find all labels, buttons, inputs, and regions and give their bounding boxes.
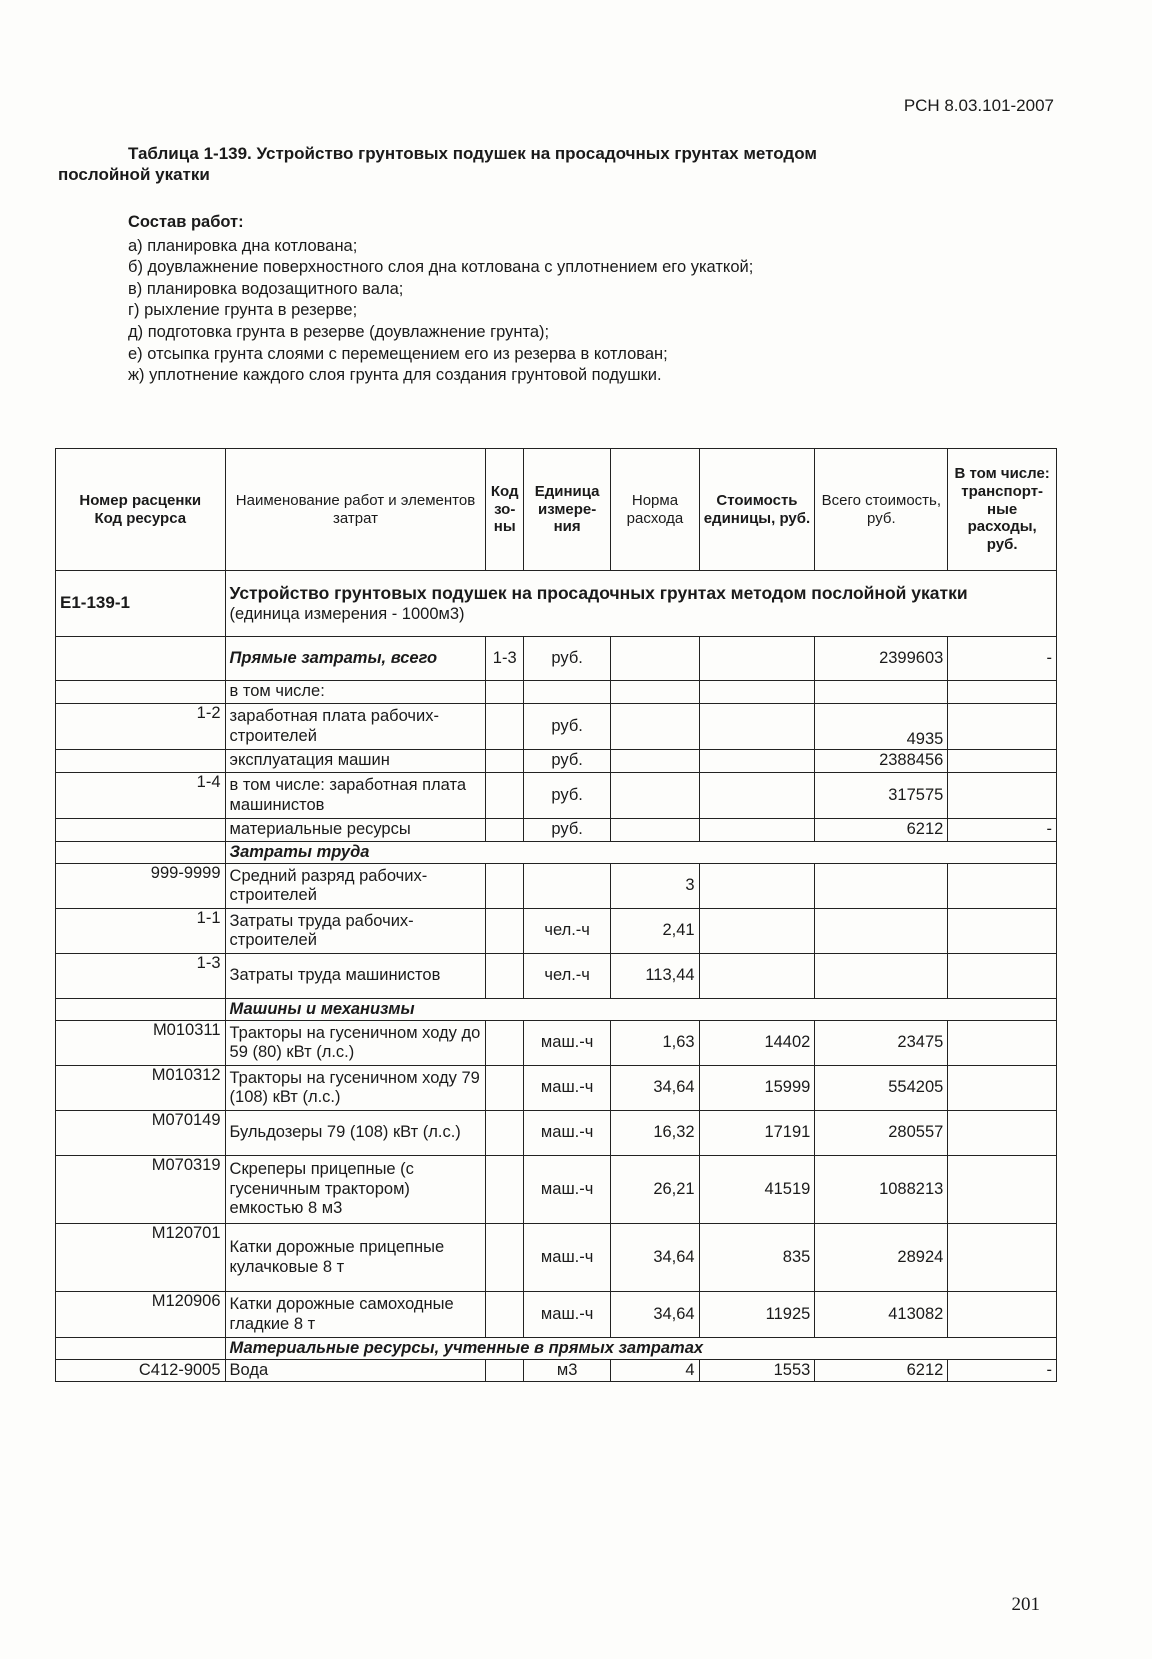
estimate-unit-note: (единица измерения - 1000м3): [229, 604, 465, 623]
incl-label: в том числе:: [225, 681, 486, 704]
transport-cell: -: [948, 1360, 1057, 1382]
total-cell: 2388456: [815, 750, 948, 773]
work-composition-header: Состав работ:: [128, 213, 244, 231]
header-unit: Единица измере-ния: [524, 449, 611, 571]
header-code-line2: Код ресурса: [94, 509, 187, 527]
zone-cell: [486, 681, 524, 704]
section-row-materials: [56, 1338, 1057, 1360]
transport-cell: [948, 954, 1057, 999]
total-cell: [815, 864, 948, 909]
unit-cell: м3: [524, 1360, 611, 1382]
price-cell: [699, 704, 815, 750]
code-cell: 999-9999: [56, 864, 226, 909]
total-cell: [815, 681, 948, 704]
table-row: [56, 954, 1057, 999]
name-cell: Катки дорожные самоходные гладкие 8 т: [225, 1292, 486, 1338]
transport-cell: [948, 1021, 1057, 1066]
unit-cell: руб.: [524, 750, 611, 773]
transport-cell: [948, 681, 1057, 704]
table-row: [56, 819, 1057, 842]
table-row: [56, 1360, 1057, 1382]
work-item: д) подготовка грунта в резерве (доувлажнение грунта);: [128, 322, 550, 341]
table-row: [56, 1292, 1057, 1338]
total-cell: 4935: [815, 704, 948, 750]
zone-cell: [486, 1292, 524, 1338]
name-cell: Затраты труда машинистов: [225, 954, 486, 999]
transport-cell: [948, 1066, 1057, 1111]
work-item: ж) уплотнение каждого слоя грунта для создания грунтовой подушки.: [128, 366, 662, 385]
price-cell: [699, 750, 815, 773]
table-row: [56, 704, 1057, 750]
total-cell: [815, 909, 948, 954]
transport-cell: [948, 704, 1057, 750]
unit-cell: маш.-ч: [524, 1156, 611, 1224]
unit-cell: маш.-ч: [524, 1292, 611, 1338]
table-title-line2: послойной укатки: [58, 165, 210, 185]
cost-table: [55, 448, 1057, 1382]
code-cell: [56, 842, 226, 864]
transport-cell: [948, 909, 1057, 954]
header-code: [56, 449, 226, 571]
table-title-line1: Таблица 1-139. Устройство грунтовых подушек на просадочных грунтах методом: [128, 144, 817, 163]
norm-cell: [611, 637, 699, 681]
total-cell: [815, 954, 948, 999]
norm-cell: [611, 704, 699, 750]
unit-cell: руб.: [524, 773, 611, 819]
work-item: г) рыхление грунта в резерве;: [128, 301, 358, 320]
transport-cell: [948, 1156, 1057, 1224]
table-row: [56, 864, 1057, 909]
header-total: Всего стоимость, руб.: [815, 449, 948, 571]
unit-cell: [524, 681, 611, 704]
header-code-line1: Номер расценки: [79, 491, 202, 509]
price-cell: [699, 909, 815, 954]
zone-cell: [486, 909, 524, 954]
estimate-name-cell: [225, 571, 1056, 637]
estimate-code: Е1-139-1: [56, 571, 226, 637]
price-cell: [699, 864, 815, 909]
code-cell: [56, 637, 226, 681]
section-labor-title: Затраты труда: [225, 842, 1056, 864]
norm-cell: 34,64: [611, 1224, 699, 1292]
header-norm: Норма расхода: [611, 449, 699, 571]
table-row: [56, 1021, 1057, 1066]
code-cell: М070149: [56, 1111, 226, 1156]
total-cell: 6212: [815, 1360, 948, 1382]
zone-cell: [486, 1066, 524, 1111]
header-zone: Код зо-ны: [486, 449, 524, 571]
zone-cell: [486, 1224, 524, 1292]
total-cell: 23475: [815, 1021, 948, 1066]
work-item: в) планировка водозащитного вала;: [128, 279, 404, 298]
zone-cell: [486, 954, 524, 999]
code-cell: М120701: [56, 1224, 226, 1292]
table-row: [56, 1156, 1057, 1224]
zone-cell: [486, 1021, 524, 1066]
price-cell: 15999: [699, 1066, 815, 1111]
name-cell: Катки дорожные прицепные кулачковые 8 т: [225, 1224, 486, 1292]
direct-costs-label: Прямые затраты, всего: [225, 637, 486, 681]
code-cell: М120906: [56, 1292, 226, 1338]
name-cell: Средний разряд рабочих-строителей: [225, 864, 486, 909]
header-name: Наименование работ и элементов затрат: [225, 449, 486, 571]
norm-cell: 2,41: [611, 909, 699, 954]
price-cell: [699, 637, 815, 681]
norm-cell: 113,44: [611, 954, 699, 999]
transport-cell: [948, 1224, 1057, 1292]
unit-cell: чел.-ч: [524, 909, 611, 954]
table-row: [56, 773, 1057, 819]
header-unit-cost: Стоимость единицы, руб.: [699, 449, 815, 571]
name-cell: Тракторы на гусеничном ходу до 59 (80) кВт (л.с.): [225, 1021, 486, 1066]
total-cell: 554205: [815, 1066, 948, 1111]
document-code: РСН 8.03.101-2007: [903, 96, 1054, 115]
table-row: [56, 1066, 1057, 1111]
name-cell: Тракторы на гусеничном ходу 79 (108) кВт (л.с.): [225, 1066, 486, 1111]
total-cell: 280557: [815, 1111, 948, 1156]
price-cell: 1553: [699, 1360, 815, 1382]
transport-cell: [948, 864, 1057, 909]
transport-cell: -: [948, 637, 1057, 681]
code-cell: [56, 750, 226, 773]
total-cell: 6212: [815, 819, 948, 842]
norm-cell: [611, 819, 699, 842]
norm-cell: 1,63: [611, 1021, 699, 1066]
name-cell: Скреперы прицепные (с гусеничным трактором) емкостью 8 м3: [225, 1156, 486, 1224]
code-cell: 1-4: [56, 773, 226, 819]
price-cell: 835: [699, 1224, 815, 1292]
unit-cell: маш.-ч: [524, 1224, 611, 1292]
zone-cell: [486, 773, 524, 819]
unit-cell: чел.-ч: [524, 954, 611, 999]
estimate-row: [56, 571, 1057, 637]
work-item: е) отсыпка грунта слоями с перемещением его из резерва в котлован;: [128, 344, 668, 363]
total-cell: 413082: [815, 1292, 948, 1338]
unit-cell: маш.-ч: [524, 1111, 611, 1156]
code-cell: 1-2: [56, 704, 226, 750]
norm-cell: 3: [611, 864, 699, 909]
norm-cell: [611, 681, 699, 704]
price-cell: [699, 954, 815, 999]
name-cell: эксплуатация машин: [225, 750, 486, 773]
transport-cell: [948, 1111, 1057, 1156]
code-cell: С412-9005: [56, 1360, 226, 1382]
price-cell: [699, 819, 815, 842]
total-cell: 1088213: [815, 1156, 948, 1224]
code-cell: [56, 999, 226, 1021]
table-row: [56, 681, 1057, 704]
name-cell: в том числе: заработная плата машинистов: [225, 773, 486, 819]
unit-cell: руб.: [524, 704, 611, 750]
price-cell: 17191: [699, 1111, 815, 1156]
code-cell: М010312: [56, 1066, 226, 1111]
page-number: 201: [1011, 1594, 1040, 1615]
estimate-name: Устройство грунтовых подушек на просадочных грунтах методом послойной укатки: [229, 583, 968, 604]
transport-cell: [948, 773, 1057, 819]
table-header-row: [56, 449, 1057, 571]
header-transport: В том числе: транспорт-ные расходы, руб.: [948, 449, 1057, 571]
price-cell: 14402: [699, 1021, 815, 1066]
work-composition: [128, 212, 1088, 387]
table-row: [56, 909, 1057, 954]
zone-cell: [486, 819, 524, 842]
unit-cell: маш.-ч: [524, 1066, 611, 1111]
zone-cell: 1-3: [486, 637, 524, 681]
code-cell: [56, 681, 226, 704]
table-row: [56, 1224, 1057, 1292]
price-cell: 11925: [699, 1292, 815, 1338]
norm-cell: 26,21: [611, 1156, 699, 1224]
norm-cell: 4: [611, 1360, 699, 1382]
zone-cell: [486, 1156, 524, 1224]
zone-cell: [486, 1111, 524, 1156]
section-machines-title: Машины и механизмы: [225, 999, 1056, 1021]
unit-cell: руб.: [524, 637, 611, 681]
total-cell: 317575: [815, 773, 948, 819]
code-cell: 1-3: [56, 954, 226, 999]
unit-cell: [524, 864, 611, 909]
transport-cell: -: [948, 819, 1057, 842]
name-cell: Затраты труда рабочих-строителей: [225, 909, 486, 954]
work-item: а) планировка дна котлована;: [128, 236, 358, 255]
table-row: [56, 637, 1057, 681]
total-cell: 2399603: [815, 637, 948, 681]
code-cell: [56, 1338, 226, 1360]
code-cell: [56, 819, 226, 842]
unit-cell: руб.: [524, 819, 611, 842]
zone-cell: [486, 864, 524, 909]
transport-cell: [948, 1292, 1057, 1338]
section-row-machines: [56, 999, 1057, 1021]
norm-cell: 34,64: [611, 1066, 699, 1111]
norm-cell: 16,32: [611, 1111, 699, 1156]
price-cell: 41519: [699, 1156, 815, 1224]
name-cell: Вода: [225, 1360, 486, 1382]
name-cell: заработная плата рабочих-строителей: [225, 704, 486, 750]
zone-cell: [486, 1360, 524, 1382]
norm-cell: [611, 750, 699, 773]
norm-cell: [611, 773, 699, 819]
zone-cell: [486, 750, 524, 773]
name-cell: материальные ресурсы: [225, 819, 486, 842]
price-cell: [699, 773, 815, 819]
code-cell: 1-1: [56, 909, 226, 954]
work-item: б) доувлажнение поверхностного слоя дна котлована с уплотнением его укаткой;: [128, 258, 754, 277]
unit-cell: маш.-ч: [524, 1021, 611, 1066]
section-row-labor: [56, 842, 1057, 864]
code-cell: М070319: [56, 1156, 226, 1224]
price-cell: [699, 681, 815, 704]
norm-cell: 34,64: [611, 1292, 699, 1338]
table-row: [56, 750, 1057, 773]
section-materials-title: Материальные ресурсы, учтенные в прямых затратах: [225, 1338, 1056, 1360]
total-cell: 28924: [815, 1224, 948, 1292]
table-title: [58, 143, 1058, 186]
zone-cell: [486, 704, 524, 750]
name-cell: Бульдозеры 79 (108) кВт (л.с.): [225, 1111, 486, 1156]
table-row: [56, 1111, 1057, 1156]
transport-cell: [948, 750, 1057, 773]
code-cell: М010311: [56, 1021, 226, 1066]
